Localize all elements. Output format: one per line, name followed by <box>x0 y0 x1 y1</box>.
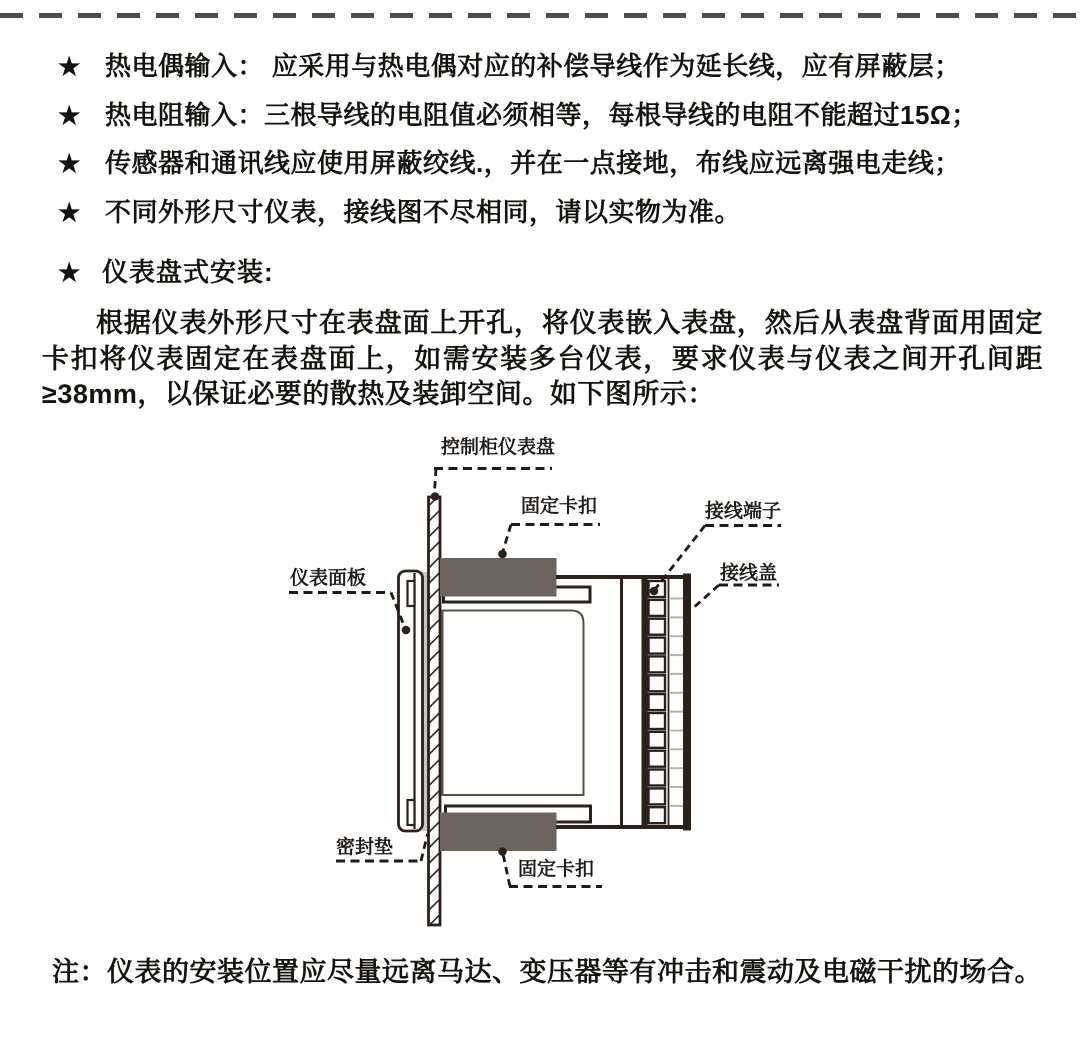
star-icon: ★ <box>58 150 81 178</box>
bullet-text: 热电阻输入：三根导线的电阻值必须相等，每根导线的电阻不能超过15Ω； <box>105 100 978 130</box>
note-text: 注：仪表的安装位置应尽量远离马达、变压器等有冲击和震动及电磁干扰的场合。 <box>52 957 1042 987</box>
label-instrument-faceplate: 仪表面板 <box>290 568 367 589</box>
label-sealing-gasket: 密封垫 <box>336 837 394 858</box>
star-icon: ★ <box>58 53 81 81</box>
label-fixing-clip-top: 固定卡扣 <box>521 496 598 517</box>
fixing-clip-bottom-shape <box>440 813 557 852</box>
case-inner-panel <box>443 611 584 796</box>
label-wiring-cover: 接线盖 <box>720 563 778 584</box>
top-dashed-rule <box>0 13 1080 18</box>
star-icon: ★ <box>58 259 81 287</box>
bullet-text: 热电偶输入： 应采用与热电偶对应的补偿导线作为延长线，应有屏蔽层； <box>105 51 961 81</box>
terminal-block <box>642 577 684 827</box>
label-fixing-clip-bottom: 固定卡扣 <box>518 859 595 880</box>
bullet-text: 传感器和通讯线应使用屏蔽绞线.，并在一点接地，布线应远离强电走线； <box>105 148 961 178</box>
fixing-clip-top-shape <box>440 558 557 597</box>
label-wiring-terminal: 接线端子 <box>705 501 782 522</box>
section-title: 仪表盘式安装: <box>102 257 274 287</box>
cabinet-panel-hatched-bar <box>429 497 441 925</box>
label-cabinet-panel: 控制柜仪表盘 <box>441 437 556 458</box>
faceplate-shape <box>399 571 423 831</box>
star-icon: ★ <box>58 102 81 130</box>
bullet-text: 不同外形尺寸仪表，接线图不尽相同，请以实物为准。 <box>105 197 742 227</box>
install-paragraph: 根据仪表外形尺寸在表盘面上开孔，将仪表嵌入表盘，然后从表盘背面用固定卡扣将仪表固定在表盘面上，如需安装多台仪表，要求仪表与仪表之间开孔间距≥38mm，以保证必要的散热及装卸空间。如下图所示： <box>42 308 1043 409</box>
wiring-cover-bar <box>683 574 691 831</box>
star-icon: ★ <box>58 199 81 227</box>
